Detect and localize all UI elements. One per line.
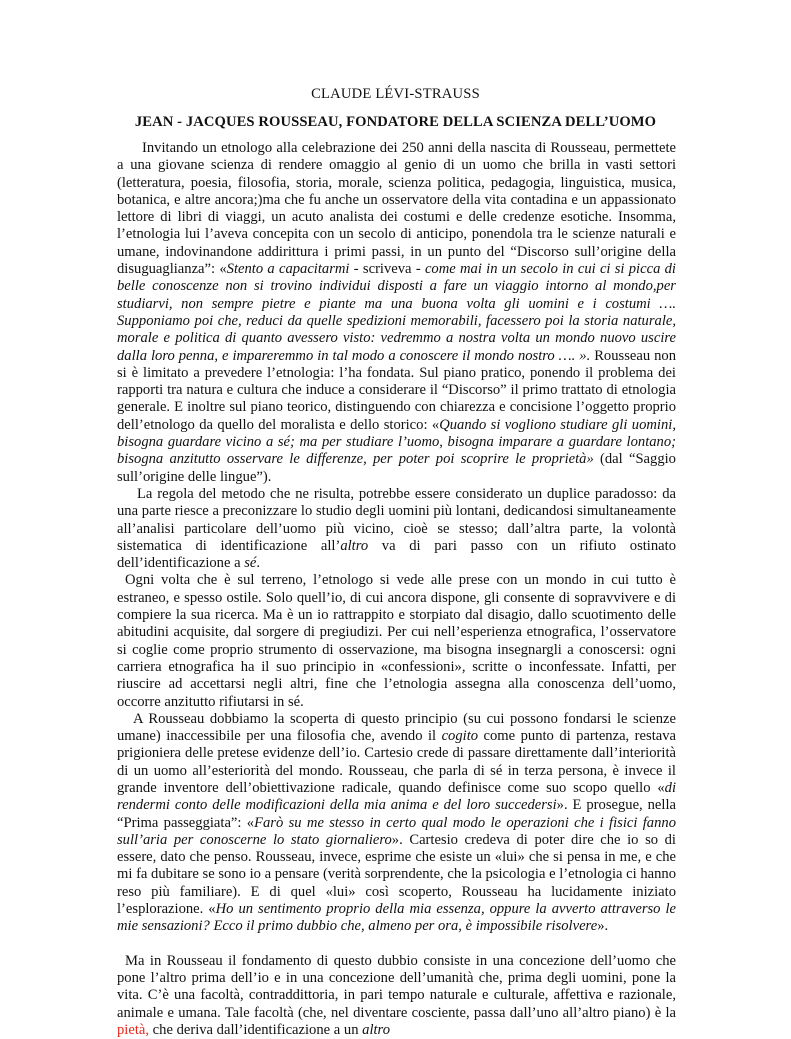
text-run: ». [597,918,609,935]
paragraph-5 [117,953,676,1039]
text-run: che deriva dall’identificazione a un [149,1021,363,1038]
text-run: come punto di partenza, restava prigioniera delle pretese evidenze dell’io. Cartesio crede di passare direttamente dall’interiorità di un uomo all’esteriorità del mondo. Rousseau, che parla di sé in terza persona, è invece il grande inventore dell’obiettivazione radicale, quando definisce come suo scopo quello « [117,728,677,796]
paragraph-4 [117,711,676,936]
document-title: JEAN - JACQUES ROUSSEAU, FONDATORE DELLA SCIENZA DELL’UOMO [134,114,657,130]
highlighted-word: pietà, [117,1021,150,1038]
emphasis-italic: sé [244,555,257,572]
author-name: CLAUDE LÉVI-STRAUSS [311,86,480,102]
text-run: va di pari passo con un rifiuto ostinato dell’identificazione a [117,537,676,572]
quote-italic: Stento a capacitarmi - [226,261,363,278]
text-run: Ma in Rousseau il fondamento di questo dubbio consiste in una concezione dell’uomo che pone l’altro prima dell’io e in una concezione dell’umanità che, prima degli uomini, pone la vita. C’è una facoltà, contraddittoria, in pari tempo naturale e culturale, affettiva e razionale, animale e umana. Tale facoltà (che, nel diventare cosciente, passa dall’uno all’altro piano) è la [117,952,676,1021]
quote-italic: Farò su me stesso in certo qual modo le operazioni che i fisici fanno sull’aria per conoscerne lo stato giornaliero [117,814,676,848]
paragraph-3 [117,572,676,710]
text-run: scriveva [362,261,416,278]
emphasis-italic: cogito [441,728,479,745]
paragraph-2 [117,486,676,572]
text-run: Rousseau non si è limitato a prevedere l’etnologia: l’ha fondata. Sul piano pratico, ponendo il problema dei rapporti tra natura e cultura che induce a considerare il “Discorso” il primo trattato di etnologia generale. E inoltre sul piano teorico, distinguendo con chiarezza e concisione l’oggetto proprio dell’etnologo da quello del moralista e dello storico: « [117,347,676,433]
text-run: ». Cartesio credeva di poter dire che io so di essere, dato che penso. Rousseau, invece, esprime che esiste un «lui» che si pensa in me, e che mi fa dubitare se sono io a pensare (verità sorprendente, che la psicologia e l’etnologia ci hanno reso più familiare). E di quel «lui» così scoperto, Rousseau ha lucidamente iniziato l’esplorazione. « [117,831,676,918]
paragraph-1 [117,140,676,486]
text-run: (dal “Saggio sull’origine delle lingue”). [117,451,676,485]
text-run: ». E prosegue, nella “Prima passeggiata”: « [117,797,676,831]
text-run: . [256,555,261,572]
quote-italic: - come mai in un secolo in cui ci si picca di belle conoscenze non si trovino individui disposti a fare un viaggio intorno al mondo,per studiarvi, non sempre pietre e piante ma una buona volta gli uomini e i costumi …. Supponiamo poi che, reduci da quelle spedizioni memorabili, facessero poi la storia naturale, morale e politica di quanto avessero visto: vedremmo a nostra volta un mondo nuovo uscire dalla loro penna, e impareremmo in tal modo a conoscere il mondo nostro …. ». [117,261,676,364]
text-run: Ogni volta che è sul terreno, l’etnologo si vede alle prese con un mondo in cui tutto è estraneo, e spesso ostile. Solo quell’io, di cui ancora dispone, gli consente di sopravvivere e di compiere la sua ricerca. Ma è un io rattrappito e storpiato dal disagio, dallo scuotimento delle abitudini acquisite, dal sorgere di pregiudizi. Per cui nell’esperienza etnografica, l’osservatore si coglie come proprio strumento di osservazione, ma bisogna insegnargli a conoscersi: ogni carriera etnografica ha il suo principio in «confessioni», scritte o inconfessate. Infatti, per riuscire ad accettarsi negli altri, fine che l’etnologia assegna alla conoscenza dell’uomo, occorre anzitutto rifiutarsi in sé. [117,572,676,710]
quote-italic: Quando si vogliono studiare gli uomini, bisogna guardare vicino a sé; ma per studiare l’uomo, bisogna imparare a guardare lontano; bisogna anzitutto osservare le differenze, per poter poi scoprire le proprietà» [117,416,676,468]
document-body [117,140,676,1039]
text-run: Invitando un etnologo alla celebrazione dei 250 anni della nascita di Rousseau, permettete a una giovane scienza di rendere omaggio al genio di un uomo che brilla in vasti settori (letteratura, poesia, filosofia, storia, morale, scienza politica, pedagogia, linguistica, musica, botanica, e altre ancora;)ma che fu anche un osservatore della vita contadina e un appassionato lettore di libri di viaggi, un acuto analista dei costumi e delle credenze esotiche. Insomma, l’etnologia lui l’aveva concepita con un secolo di anticipo, ponendola tra le scienze naturali e umane, indovinandone addirittura i primi passi, in un punto del “Discorso sull’origine della disuguaglianza”: « [117,140,676,278]
quote-italic: Ho un sentimento proprio della mia essenza, oppure la avverto attraverso le mie sensazioni? Ecco il primo dubbio che, almeno per ora, è impossibile risolvere [117,901,676,935]
emphasis-italic: altro [340,537,369,554]
text-run: La regola del metodo che ne risulta, potrebbe essere considerato un duplice paradosso: da una parte riesce a preconizzare lo studio degli uomini più lontani, dedicandosi simultaneamente all’analisi particolare dell’uomo più vicino, cioè se stesso; dall’altra parte, la volontà sistematica di identificazione all’ [117,485,676,554]
quote-italic: di rendermi conto delle modificazioni della mia anima e del loro succedersi [117,779,676,814]
text-run: A Rousseau dobbiamo la scoperta di questo principio (su cui possono fondarsi le scienze umane) inaccessibile per una filosofia che, avendo il [117,710,676,745]
emphasis-italic: altro [362,1021,390,1038]
